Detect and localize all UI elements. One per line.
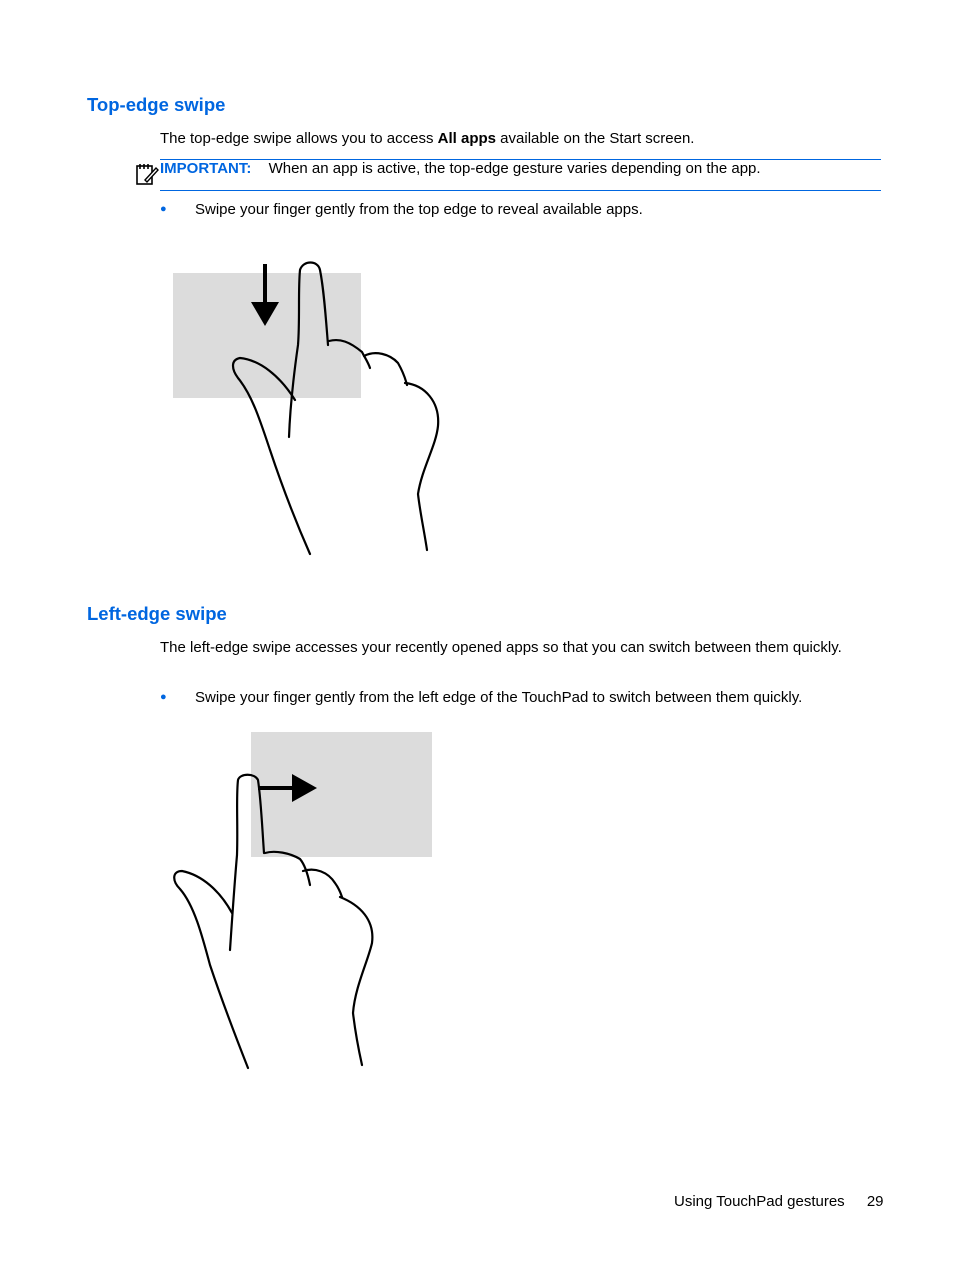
top-edge-intro — [160, 129, 880, 148]
bullet-dot: ● — [160, 203, 167, 215]
bullet-dot: ● — [160, 691, 167, 703]
left-edge-intro: The left-edge swipe accesses your recently opened apps so that you can switch between them quickly. — [160, 639, 842, 656]
intro-text-end: available on the Start screen. — [496, 130, 695, 147]
top-edge-bullet: Swipe your finger gently from the top edge to reveal available apps. — [195, 201, 643, 218]
important-rule-bottom — [160, 190, 881, 191]
important-label: IMPORTANT: — [160, 160, 252, 177]
intro-text: The top-edge swipe allows you to access — [160, 130, 438, 147]
page-footer — [674, 1192, 884, 1211]
left-edge-swipe-illustration — [150, 725, 460, 1075]
footer-title: Using TouchPad gestures — [674, 1193, 845, 1210]
left-edge-bullet: Swipe your finger gently from the left edge of the TouchPad to switch between them quickly. — [195, 689, 803, 706]
important-note — [160, 159, 880, 178]
touchpad-area — [251, 732, 432, 857]
section-heading-left-edge-swipe: Left-edge swipe — [87, 603, 227, 624]
intro-bold-term: All apps — [437, 130, 497, 147]
section-heading-top-edge-swipe: Top-edge swipe — [87, 94, 226, 115]
top-edge-swipe-illustration — [150, 250, 460, 560]
page-number: 29 — [866, 1193, 884, 1210]
important-text: When an app is active, the top-edge gesture varies depending on the app. — [268, 160, 761, 177]
important-note-icon — [135, 162, 159, 186]
